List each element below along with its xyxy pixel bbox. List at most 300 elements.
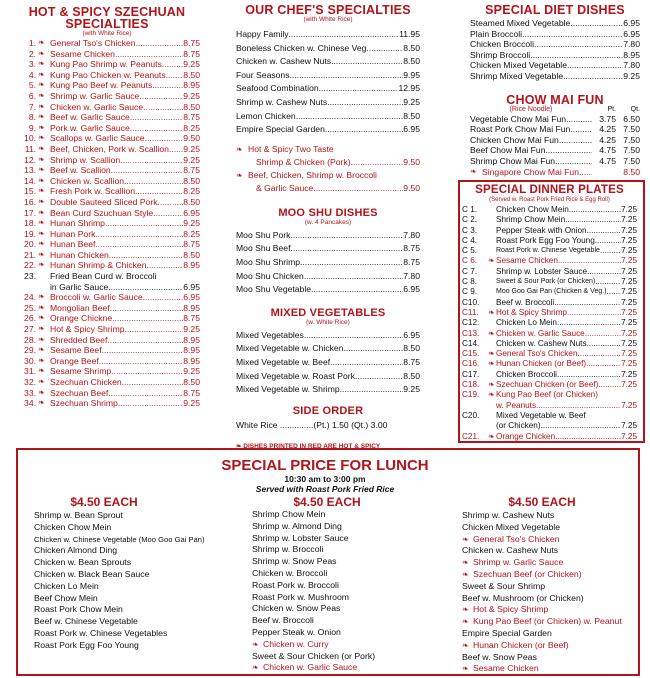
leader-dots bbox=[304, 329, 403, 343]
list-item bbox=[470, 29, 640, 40]
item-price: 7.80 bbox=[623, 39, 640, 50]
item-number: 34. bbox=[24, 398, 36, 409]
list-item bbox=[34, 545, 234, 557]
leader-dots bbox=[158, 197, 184, 208]
leader-dots bbox=[340, 383, 404, 397]
list-item bbox=[236, 242, 420, 256]
list-item bbox=[236, 342, 420, 356]
item-number: 29. bbox=[24, 345, 36, 356]
list-item bbox=[470, 167, 640, 178]
leader-dots bbox=[111, 366, 183, 377]
list-item bbox=[462, 581, 637, 593]
leader-dots bbox=[290, 69, 404, 83]
item-name: Fried Bean Curd w. Broccoli bbox=[50, 271, 157, 282]
item-name: Scallops w. Garlic Sauce bbox=[50, 133, 145, 144]
item-price: 7.25 bbox=[621, 400, 637, 410]
item-name: Shrimp Chow Mein bbox=[252, 509, 326, 519]
diet-column bbox=[470, 4, 640, 177]
leader-dots bbox=[607, 287, 622, 297]
list-item bbox=[236, 356, 420, 370]
pepper-icon: ❧ bbox=[470, 166, 477, 176]
pepper-icon: ❧ bbox=[38, 90, 45, 100]
item-name: Chicken w. Broccoli bbox=[252, 567, 328, 578]
szechuan-subtitle: (with White Rice) bbox=[82, 30, 132, 37]
list-item bbox=[462, 510, 637, 522]
list-item bbox=[462, 390, 637, 400]
item-name: Chicken w. Garlic Sauce bbox=[50, 101, 144, 112]
list-item bbox=[14, 112, 200, 123]
item-name: Chicken Mixed Vegetable bbox=[470, 60, 567, 71]
pepper-icon: ❧ bbox=[488, 390, 495, 400]
lunch-title: SPECIAL PRICE FOR LUNCH bbox=[221, 457, 429, 474]
item-price: 7.25 bbox=[621, 246, 637, 256]
list-item bbox=[252, 651, 452, 663]
list-item bbox=[236, 256, 420, 270]
item-code: C14. bbox=[462, 338, 480, 348]
pepper-icon: ❧ bbox=[38, 38, 45, 47]
item-name: Shrimp w. Lobster Sauce bbox=[252, 532, 349, 543]
item-price: 7.25 bbox=[621, 328, 637, 338]
pepper-icon: ❧ bbox=[462, 617, 469, 627]
item-name: Roast Pork w. Chinese Vegetables bbox=[34, 627, 168, 638]
list-item bbox=[34, 569, 234, 581]
item-name: Mixed Vegetable w. Beef bbox=[496, 410, 586, 420]
item-name: Chicken Chow Mai Fun bbox=[470, 134, 559, 145]
item-name: Chicken w. Garlic Sauce bbox=[263, 662, 358, 673]
item-number: 32. bbox=[24, 377, 36, 387]
item-name: Singapore Chow Mai Fun bbox=[482, 166, 579, 177]
leader-dots bbox=[325, 123, 403, 137]
item-price: 8.75 bbox=[183, 48, 200, 59]
item-number: 20. bbox=[24, 239, 36, 250]
pepper-icon: ❧ bbox=[38, 207, 45, 217]
item-name: Fresh Pork w. Scallion bbox=[50, 186, 136, 197]
item-name: Kung Pao Shrimp w. Peanuts bbox=[50, 59, 162, 70]
list-item bbox=[14, 313, 200, 324]
leader-dots bbox=[118, 398, 183, 409]
leader-dots bbox=[587, 267, 621, 277]
list-item bbox=[34, 640, 234, 652]
leader-dots bbox=[585, 329, 621, 339]
list-item bbox=[462, 236, 637, 246]
list-item bbox=[462, 308, 637, 318]
price-heading: $4.50 EACH bbox=[508, 495, 576, 509]
chef-hot-items bbox=[236, 143, 420, 195]
item-code: C19. bbox=[462, 390, 480, 400]
item-name: Shrimp w. Bean Sprout bbox=[34, 510, 123, 520]
leader-dots bbox=[122, 377, 184, 388]
leader-dots bbox=[570, 124, 592, 135]
chef-title: OUR CHEF'S SPECIALTIES bbox=[245, 3, 411, 17]
spacer bbox=[488, 339, 496, 349]
chow-title: CHOW MAI FUN bbox=[506, 92, 604, 107]
item-number: 3. bbox=[28, 59, 36, 70]
item-name: Orange Beef bbox=[50, 355, 99, 366]
leader-dots bbox=[355, 370, 403, 384]
item-price: 8.75 bbox=[183, 239, 200, 250]
item-name: Szechuan Shrimp bbox=[50, 398, 118, 409]
item-name: Shrimp Broccoli bbox=[470, 49, 531, 60]
pepper-icon: ❧ bbox=[488, 328, 495, 338]
list-item bbox=[462, 256, 637, 266]
item-price: 8.75 bbox=[183, 387, 200, 398]
item-name: Four Seasons bbox=[236, 69, 290, 80]
item-price: 8.95 bbox=[183, 355, 200, 366]
list-item: & Garlic Sauce ..... 9.50 bbox=[236, 182, 420, 195]
item-number: 17. bbox=[24, 207, 36, 218]
item-name: Chicken w. Scallion bbox=[50, 175, 125, 186]
spacer bbox=[488, 421, 496, 431]
item-number: 22. bbox=[24, 260, 36, 271]
mixed-veg-title: MIXED VEGETABLES bbox=[270, 306, 386, 319]
dinner-subtitle: (Served w. Roast Pork Fried Rice & Egg Roll) bbox=[489, 197, 610, 203]
leader-dots bbox=[587, 226, 621, 236]
lunch-served: Served with Roast Pork Fried Rice bbox=[255, 484, 395, 494]
list-item: ❧ Beef, Chicken, Shrimp w. Broccoli bbox=[236, 169, 377, 180]
item-price-quart: 7.50 bbox=[623, 134, 640, 145]
lunch-list-c bbox=[462, 510, 637, 675]
list-item bbox=[462, 401, 637, 411]
item-number: 27. bbox=[24, 324, 36, 335]
pepper-icon: ❧ bbox=[252, 639, 259, 649]
pepper-icon: ❧ bbox=[38, 154, 45, 164]
item-name: Shrimp Chow Mai Fun bbox=[470, 155, 556, 166]
pepper-icon: ❧ bbox=[38, 345, 45, 355]
item-name: Chicken Broccoli bbox=[496, 369, 557, 379]
list-item bbox=[14, 388, 200, 399]
item-price-quart: 6.50 bbox=[623, 113, 640, 124]
item-number: 2. bbox=[28, 48, 36, 59]
item-price-quart: 8.50 bbox=[623, 166, 640, 177]
list-item bbox=[462, 287, 637, 297]
item-number: 33. bbox=[24, 387, 36, 398]
pepper-icon: ❧ bbox=[462, 640, 469, 650]
item-price: 9.25 bbox=[403, 384, 420, 395]
item-price: 7.80 bbox=[623, 60, 640, 71]
item-number: 4. bbox=[28, 69, 36, 80]
list-item bbox=[14, 165, 200, 176]
item-price: 8.50 bbox=[183, 377, 200, 387]
pepper-icon: ❧ bbox=[236, 443, 244, 451]
list-item bbox=[34, 616, 234, 628]
list-item bbox=[462, 604, 637, 616]
leader-dots bbox=[130, 123, 184, 134]
item-price-pint: 4.25 bbox=[599, 134, 616, 145]
list-item bbox=[462, 205, 637, 215]
item-name: Shrimp w. Snow Peas bbox=[252, 556, 337, 567]
list-item bbox=[462, 226, 637, 236]
list-item bbox=[252, 521, 452, 533]
item-name: Orange Chickne bbox=[50, 313, 113, 324]
list-item bbox=[462, 593, 637, 605]
item-price: 8.95 bbox=[623, 49, 640, 60]
list-item bbox=[252, 592, 452, 604]
item-name: Hunan Shrimp & Chicken bbox=[50, 260, 147, 271]
item-price: 8.75 bbox=[183, 112, 200, 123]
item-name: Beef Chow Mein bbox=[34, 592, 98, 603]
item-name: Beef w. Scallion bbox=[50, 165, 111, 176]
list-item bbox=[470, 71, 640, 82]
item-name: Shrimp w. Garlic Sauce bbox=[473, 557, 564, 568]
item-name: Kung Pao Beef (or Chicken) bbox=[496, 390, 598, 400]
pepper-icon: ❧ bbox=[488, 307, 495, 317]
item-price: 6.95 bbox=[403, 124, 420, 135]
list-item bbox=[462, 380, 637, 390]
list-item bbox=[14, 59, 200, 70]
leader-dots bbox=[555, 432, 621, 442]
item-price: 7.25 bbox=[621, 307, 637, 317]
item-name: Mixed Vegetable w. Chicken bbox=[236, 343, 344, 354]
item-code: C18. bbox=[462, 380, 480, 390]
item-name: Chicken Chow Mein bbox=[496, 205, 569, 214]
item-price: 7.25 bbox=[621, 318, 637, 328]
item-name: Shrimp w. Lobster Sauce bbox=[496, 266, 588, 276]
item-price: 8.50 bbox=[183, 196, 200, 207]
list-item bbox=[462, 522, 637, 534]
item-number: 16. bbox=[24, 196, 36, 207]
item-price-pint bbox=[592, 167, 616, 178]
item-name: Beef w. Broccoli bbox=[252, 615, 314, 626]
item-name: Beef w. Chinese Vegetable bbox=[34, 616, 138, 627]
pepper-icon: ❧ bbox=[38, 324, 45, 334]
item-price: 8.25 bbox=[183, 228, 200, 239]
pepper-icon: ❧ bbox=[38, 69, 45, 79]
list-item bbox=[14, 102, 200, 113]
item-price: 9.25 bbox=[623, 70, 640, 81]
list-item bbox=[462, 246, 637, 256]
item-code: C20. bbox=[462, 410, 480, 420]
list-item bbox=[14, 70, 200, 81]
leader-dots bbox=[166, 70, 184, 81]
item-price: 6.95 bbox=[183, 292, 200, 303]
list-item bbox=[470, 50, 640, 61]
list-item bbox=[462, 663, 637, 675]
list-item bbox=[14, 123, 200, 134]
item-number: 30. bbox=[24, 355, 36, 366]
leader-dots bbox=[319, 82, 399, 96]
item-code bbox=[462, 401, 488, 411]
item-name: Chicken w. Curry bbox=[263, 638, 329, 649]
item-number: 6. bbox=[28, 90, 36, 101]
item-price: 6.95 bbox=[623, 18, 640, 28]
item-price: 8.95 bbox=[183, 345, 200, 356]
list-item bbox=[236, 69, 420, 83]
list-item bbox=[14, 49, 200, 60]
leader-dots bbox=[111, 165, 184, 176]
pepper-icon: ❧ bbox=[38, 377, 45, 386]
list-item bbox=[470, 124, 640, 135]
list-item bbox=[14, 218, 200, 229]
item-name: Beef w. Snow Peas bbox=[462, 651, 537, 662]
spacer bbox=[488, 226, 496, 236]
list-item bbox=[34, 604, 234, 616]
item-number: 13. bbox=[24, 165, 36, 176]
item-price-pint: 4.75 bbox=[599, 145, 616, 156]
list-item bbox=[14, 356, 200, 367]
item-price: 7.25 bbox=[621, 338, 637, 348]
list-item bbox=[462, 628, 637, 640]
pepper-icon: ❧ bbox=[38, 165, 45, 175]
item-price: 8.25 bbox=[183, 122, 200, 133]
leader-dots bbox=[143, 102, 183, 113]
item-name: Empire Special Garden bbox=[236, 124, 325, 135]
item-name: Chicken Broccoli bbox=[470, 39, 534, 50]
list-item bbox=[252, 627, 452, 639]
item-price-pint: 3.75 bbox=[599, 113, 616, 124]
leader-dots bbox=[95, 239, 183, 250]
item-number: 5. bbox=[28, 80, 36, 91]
leader-dots bbox=[107, 335, 183, 346]
item-name: (or Chicken) bbox=[496, 421, 541, 431]
list-item bbox=[236, 329, 420, 343]
item-price: 8.50 bbox=[183, 69, 200, 80]
item-name: Shrimp w. Cashew Nuts bbox=[462, 510, 555, 520]
list-item bbox=[462, 411, 637, 421]
list-item bbox=[14, 229, 200, 240]
szechuan-title: HOT & SPICY SZECHUAN SPECIALTIES bbox=[28, 5, 186, 31]
item-code: C11. bbox=[462, 307, 479, 317]
item-name: Chicken w. Chinese Vegetable (Moo Goo Gai Pan) bbox=[34, 534, 205, 544]
list-item bbox=[462, 359, 637, 369]
item-code: C 1. bbox=[462, 205, 478, 214]
list-item bbox=[14, 239, 200, 250]
pepper-icon: ❧ bbox=[38, 48, 45, 58]
pepper-icon: ❧ bbox=[488, 380, 495, 390]
item-price: 8.50 bbox=[403, 370, 420, 381]
price-heading: $4.50 EACH bbox=[293, 495, 361, 509]
item-number: 28. bbox=[24, 334, 36, 345]
item-name: Vegetable Chow Mai Fun bbox=[470, 113, 567, 124]
leader-dots bbox=[541, 421, 621, 431]
item-code: C 6. bbox=[462, 256, 478, 266]
list-item bbox=[34, 628, 234, 640]
leader-dots bbox=[595, 277, 621, 287]
list-item: Shrimp & Chicken (Pork) ..... 9.50 bbox=[236, 156, 420, 169]
item-name: Chicken Chow Mein bbox=[34, 521, 112, 532]
item-name: Shrimp w. Cashew Nuts bbox=[236, 96, 328, 107]
list-item bbox=[14, 271, 200, 282]
item-price: 7.25 bbox=[621, 359, 637, 369]
spacer bbox=[488, 236, 496, 246]
leader-dots bbox=[569, 205, 621, 215]
leader-dots bbox=[147, 260, 184, 271]
pepper-icon: ❧ bbox=[38, 302, 45, 312]
list-item bbox=[236, 370, 420, 384]
item-price: 6.95 bbox=[183, 281, 200, 292]
item-name: Hot & Spicy Shrimp bbox=[496, 307, 567, 317]
chef-column bbox=[236, 4, 420, 453]
list-item bbox=[14, 292, 200, 303]
leader-dots bbox=[143, 292, 184, 303]
item-price: 9.25 bbox=[183, 59, 200, 70]
item-price: 8.75 bbox=[183, 313, 200, 324]
item-code: C17. bbox=[462, 369, 480, 379]
item-name: Beef w. Mushroom (or Chicken) bbox=[462, 592, 584, 603]
list-item bbox=[14, 303, 200, 314]
leader-dots bbox=[545, 145, 592, 156]
item-price: 9.95 bbox=[403, 69, 420, 80]
item-name: Roast Pork Egg Foo Young bbox=[496, 235, 595, 245]
side-order-item: White Rice ..............(Pt.) 1.50 (Qt.) 3.00 bbox=[236, 419, 388, 430]
item-name: Szechuan Beef (or Chicken) bbox=[473, 568, 582, 579]
item-name: Chicken Mixed Vegetable bbox=[462, 521, 561, 532]
item-name: Pork w. Garlic Sauce bbox=[50, 122, 130, 133]
dinner-plates-section bbox=[462, 184, 637, 442]
item-name: Mixed Vegetable w. Beef bbox=[236, 356, 331, 367]
lunch-column-a bbox=[34, 496, 234, 652]
chow-list bbox=[470, 114, 640, 178]
leader-dots bbox=[522, 29, 623, 40]
item-price: 7.25 bbox=[621, 277, 637, 287]
item-name: Hunan Shrimp bbox=[50, 218, 105, 229]
list-item bbox=[252, 603, 452, 615]
item-name: Moo Shu Shrimp bbox=[236, 256, 301, 267]
item-name: Hot & Spicy Shrimp bbox=[50, 324, 125, 335]
leader-dots bbox=[125, 324, 184, 335]
item-name: Sweet & Sour Chicken (or Pork) bbox=[252, 650, 376, 661]
item-name: Shredded Beef bbox=[50, 334, 108, 345]
leader-dots bbox=[557, 370, 621, 380]
item-code: C12. bbox=[462, 318, 480, 328]
list-item bbox=[462, 616, 637, 628]
pepper-icon: ❧ bbox=[38, 196, 45, 206]
item-price: 8.50 bbox=[403, 42, 420, 53]
mixed-veg-list bbox=[236, 329, 420, 397]
item-name: Empire Special Garden bbox=[462, 627, 552, 638]
pepper-icon: ❧ bbox=[38, 101, 45, 111]
diet-list bbox=[470, 18, 640, 82]
item-name: Broccoli w. Garlic Sauce bbox=[50, 292, 143, 303]
pepper-icon: ❧ bbox=[38, 59, 45, 69]
spacer bbox=[488, 287, 496, 297]
list-item bbox=[462, 267, 637, 277]
item-name: w. Peanuts bbox=[496, 400, 537, 410]
list-item bbox=[462, 339, 637, 349]
item-price: 8.50 bbox=[403, 343, 420, 354]
item-name: General Tso's Chicken bbox=[496, 349, 578, 359]
spacer bbox=[488, 246, 496, 256]
lunch-list-a bbox=[34, 510, 234, 652]
list-item bbox=[252, 533, 452, 545]
item-name: Szechuan Chicken (or Beef) bbox=[496, 380, 599, 390]
chef-subtitle: (with White Rice) bbox=[303, 16, 353, 23]
szechuan-list bbox=[14, 38, 200, 409]
list-item bbox=[236, 123, 420, 137]
moo-shu-list bbox=[236, 229, 420, 297]
item-number: 1. bbox=[28, 38, 36, 48]
item-price: 9.25 bbox=[403, 96, 420, 107]
list-item bbox=[14, 80, 200, 91]
item-name: Roast Pork Chow Mein bbox=[34, 604, 123, 615]
spacer bbox=[488, 411, 496, 421]
leader-dots bbox=[567, 60, 623, 71]
list-item bbox=[236, 110, 420, 124]
item-price: 7.25 bbox=[621, 421, 637, 431]
item-name: Roast Pork Egg Foo Young bbox=[34, 639, 139, 650]
item-name: Hunan Chicken bbox=[50, 249, 109, 260]
item-name: Roast Pork w. Mushroom bbox=[252, 591, 350, 602]
item-name: Hunan Beef bbox=[50, 239, 96, 250]
leader-dots bbox=[124, 176, 183, 187]
item-name: Chicken w. Garlic Sauce bbox=[496, 328, 585, 338]
pepper-icon: ❧ bbox=[462, 534, 469, 544]
leader-dots bbox=[565, 215, 621, 225]
diet-title: SPECIAL DIET DISHES bbox=[485, 3, 625, 17]
list-item bbox=[14, 377, 200, 388]
list-item bbox=[34, 510, 234, 522]
item-price: 7.25 bbox=[621, 369, 637, 379]
leader-dots bbox=[587, 339, 622, 349]
